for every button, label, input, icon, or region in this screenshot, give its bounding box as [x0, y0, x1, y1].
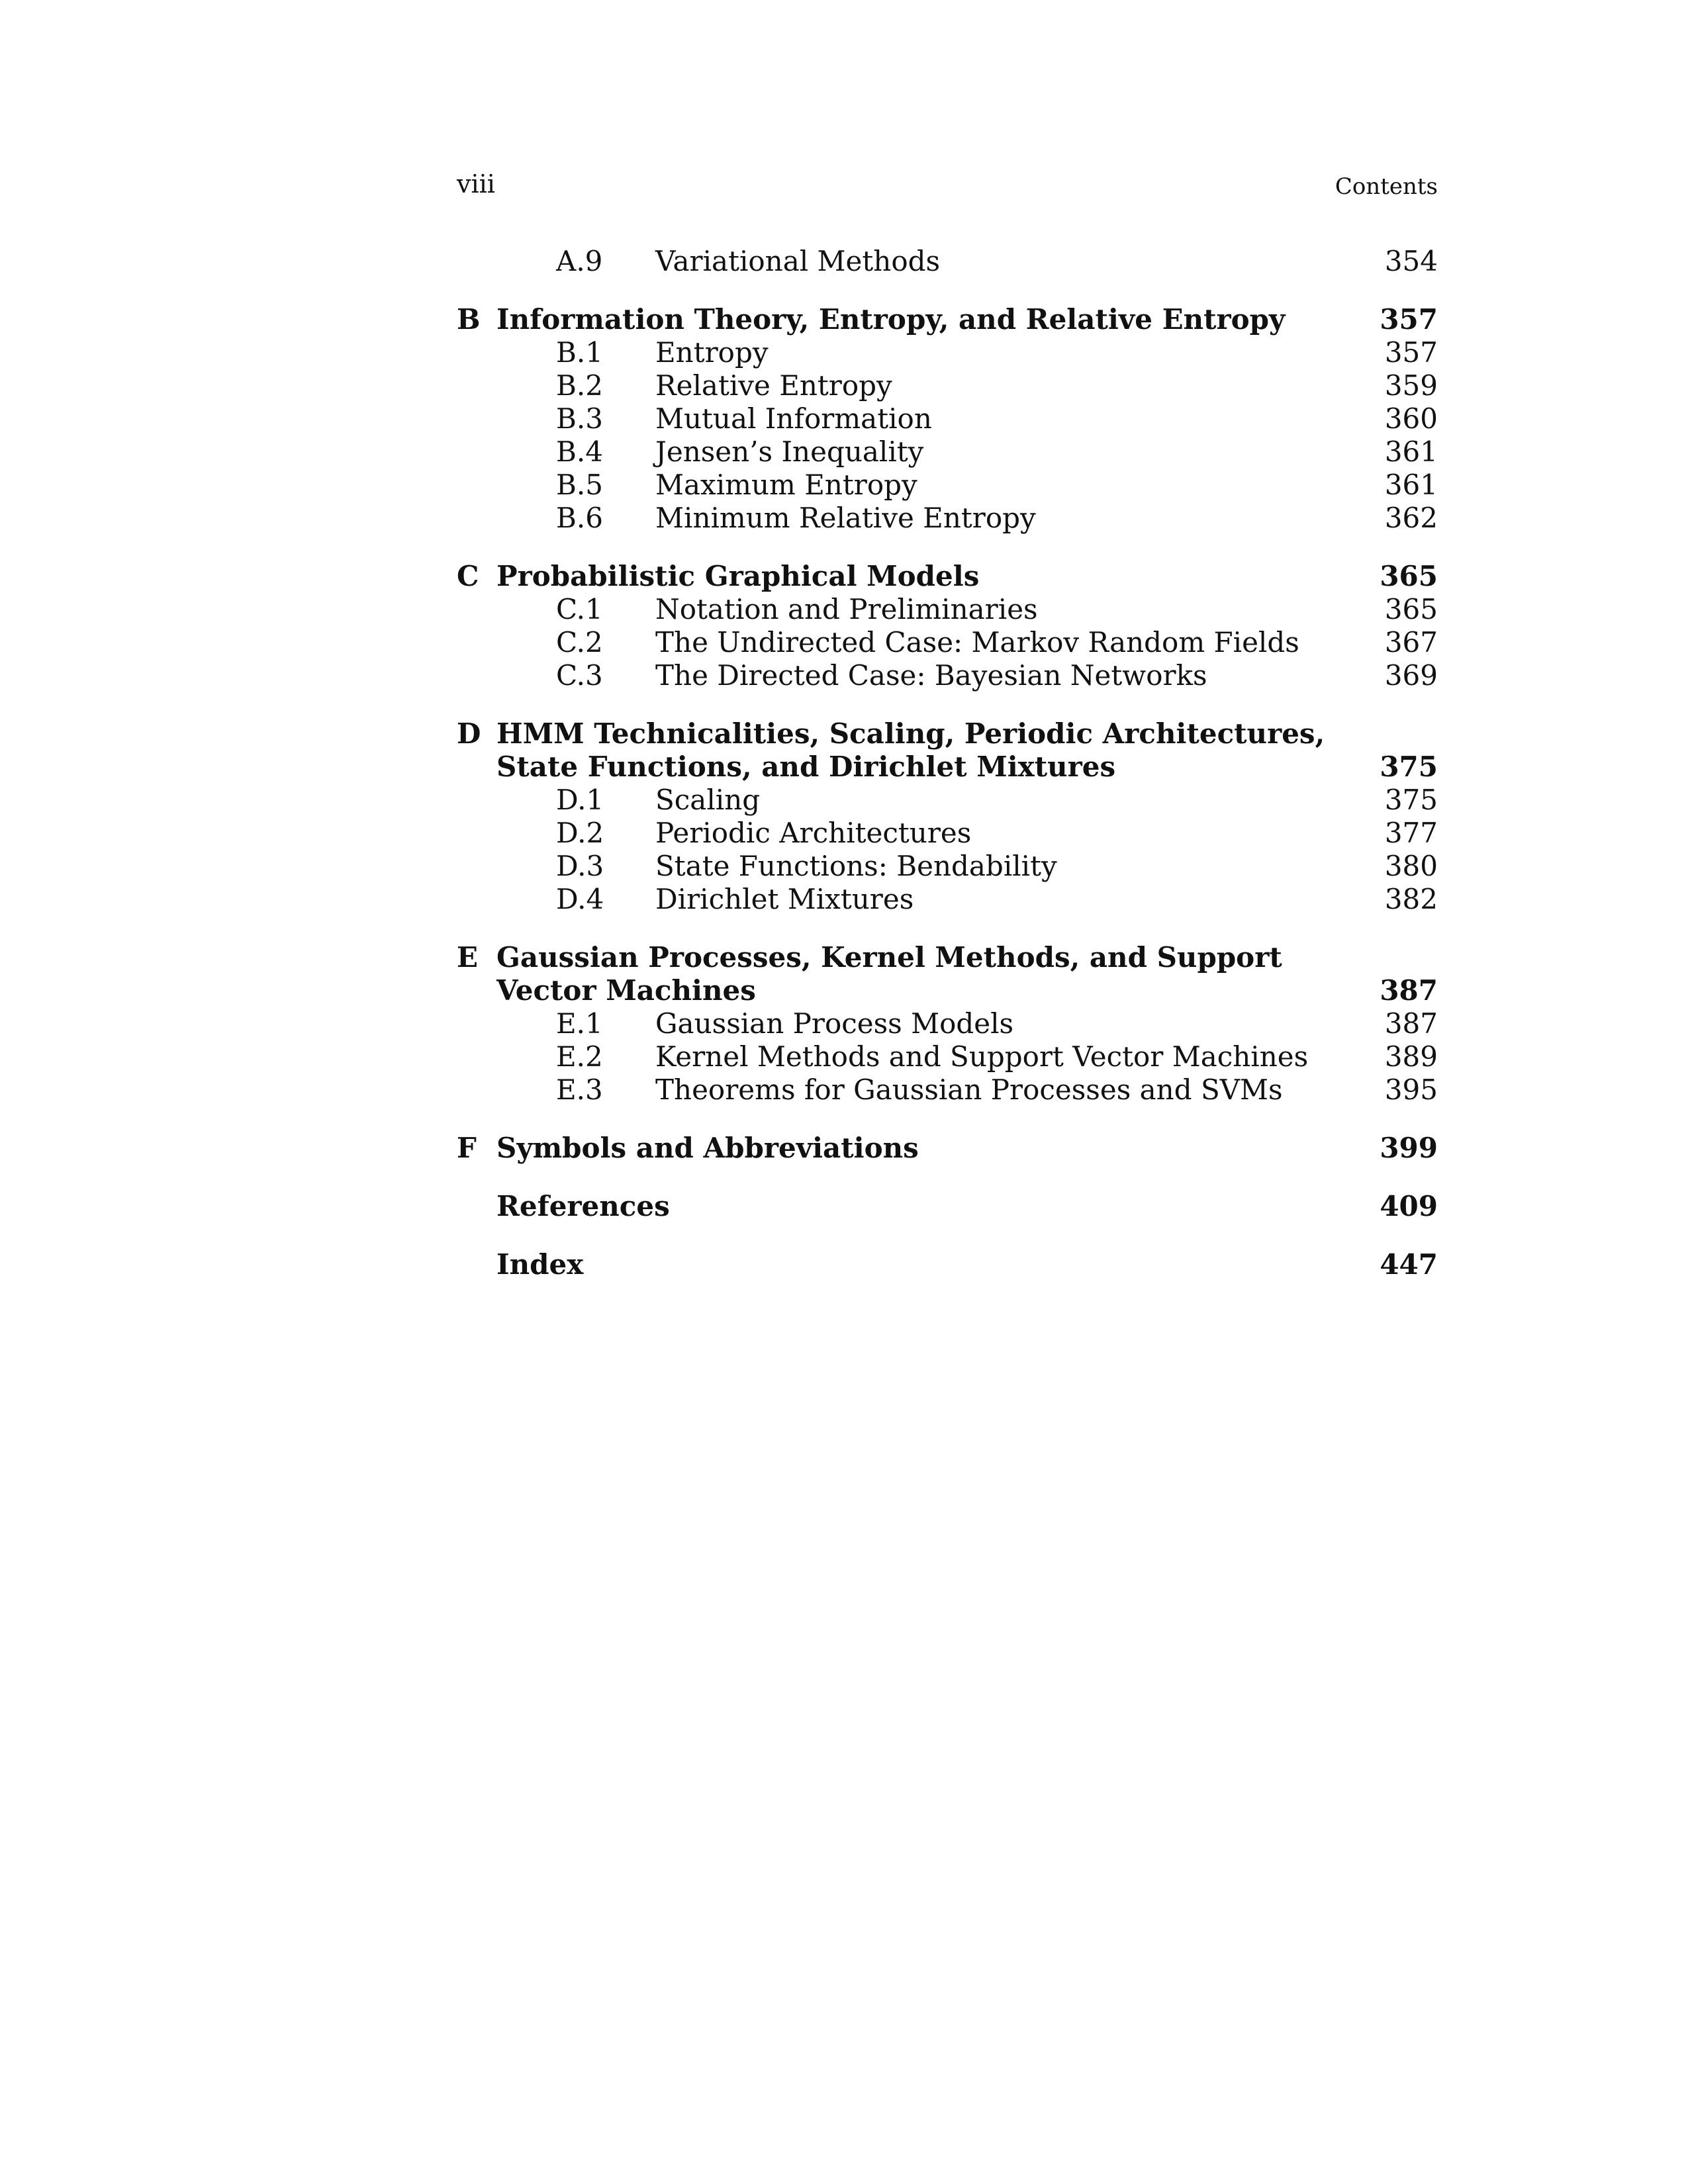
section-page: 387 [1384, 1007, 1438, 1040]
section-number: D.3 [556, 850, 604, 882]
toc-section-entry [457, 369, 1438, 402]
section-number: D.4 [556, 883, 604, 915]
toc-chapter [457, 1248, 1438, 1281]
section-number: B.1 [556, 336, 603, 369]
section-title: Minimum Relative Entropy [655, 502, 1036, 534]
chapter-title: Probabilistic Graphical Models [496, 560, 980, 592]
section-page: 375 [1384, 784, 1438, 816]
toc-chapter [457, 717, 1438, 916]
chapter-heading-line [457, 717, 1438, 751]
chapter-page: 357 [1380, 303, 1438, 336]
section-page: 357 [1384, 336, 1438, 369]
section-number: C.3 [556, 659, 603, 692]
section-page: 359 [1384, 369, 1438, 402]
chapter-heading-line [457, 941, 1438, 974]
chapter-heading-line [457, 751, 1438, 784]
toc-section-entry [457, 593, 1438, 626]
section-page: 361 [1384, 435, 1438, 468]
toc-section-entry [457, 817, 1438, 850]
toc-section-entry [457, 883, 1438, 916]
section-page: 367 [1384, 626, 1438, 659]
toc-chapter [457, 1132, 1438, 1165]
page-number: viii [457, 169, 495, 199]
chapter-heading-line [457, 1248, 1438, 1281]
section-title: The Directed Case: Bayesian Networks [655, 659, 1207, 692]
section-page: 362 [1384, 502, 1438, 534]
toc-section-entry [457, 336, 1438, 369]
section-title: Periodic Architectures [655, 817, 972, 849]
toc-section-entry [457, 402, 1438, 435]
chapter-letter: F [457, 1132, 477, 1164]
chapter-page: 409 [1380, 1190, 1438, 1222]
section-title: Relative Entropy [655, 369, 892, 402]
running-title: Contents [1335, 173, 1438, 200]
toc-section-entry [457, 659, 1438, 692]
chapter-letter: C [457, 560, 479, 592]
section-title: Variational Methods [655, 245, 941, 277]
chapter-title: Index [496, 1248, 584, 1281]
section-number: B.5 [556, 469, 603, 501]
toc-chapter [457, 560, 1438, 692]
chapter-letter: B [457, 303, 481, 336]
toc-section-entry [457, 502, 1438, 535]
section-title: Scaling [655, 784, 761, 816]
chapter-heading-line [457, 974, 1438, 1007]
section-title: Jensen’s Inequality [655, 435, 924, 468]
toc-chapter [457, 303, 1438, 535]
chapter-page: 447 [1380, 1248, 1438, 1281]
section-number: B.4 [556, 435, 603, 468]
toc-chapter [457, 1190, 1438, 1223]
section-number: E.2 [556, 1040, 603, 1073]
chapter-title: Gaussian Processes, Kernel Methods, and Support [496, 941, 1282, 974]
section-number: B.2 [556, 369, 603, 402]
chapter-page: 375 [1380, 751, 1438, 783]
section-page: 382 [1384, 883, 1438, 915]
section-page: 389 [1384, 1040, 1438, 1073]
chapter-title: References [496, 1190, 670, 1222]
toc-section-entry [457, 469, 1438, 502]
section-title: Dirichlet Mixtures [655, 883, 914, 915]
chapter-title: State Functions, and Dirichlet Mixtures [496, 751, 1116, 783]
section-number: D.1 [556, 784, 604, 816]
toc-section-entry [457, 1073, 1438, 1107]
toc-section-entry [457, 784, 1438, 817]
section-page: 360 [1384, 402, 1438, 435]
section-number: D.2 [556, 817, 604, 849]
section-page: 395 [1384, 1073, 1438, 1106]
chapter-heading-line [457, 303, 1438, 336]
section-page: 369 [1384, 659, 1438, 692]
section-number: A.9 [556, 245, 603, 277]
table-of-contents [457, 245, 1438, 1281]
section-number: B.3 [556, 402, 603, 435]
chapter-page: 387 [1380, 974, 1438, 1007]
toc-chapter [457, 941, 1438, 1107]
toc-section-entry [457, 1007, 1438, 1040]
toc-section-entry [457, 1040, 1438, 1073]
section-title: Gaussian Process Models [655, 1007, 1014, 1040]
section-page: 377 [1384, 817, 1438, 849]
chapter-letter: D [457, 717, 481, 750]
section-title: Notation and Preliminaries [655, 593, 1038, 625]
section-title: State Functions: Bendability [655, 850, 1057, 882]
chapter-title: Information Theory, Entropy, and Relative Entropy [496, 303, 1286, 336]
section-number: C.2 [556, 626, 603, 659]
chapter-page: 399 [1380, 1132, 1438, 1164]
section-title: Maximum Entropy [655, 469, 917, 501]
section-number: C.1 [556, 593, 603, 625]
section-page: 380 [1384, 850, 1438, 882]
chapter-title: HMM Technicalities, Scaling, Periodic Architectures, [496, 717, 1325, 750]
section-title: Mutual Information [655, 402, 932, 435]
chapter-heading-line [457, 1132, 1438, 1165]
toc-section-entry [457, 850, 1438, 883]
section-title: Entropy [655, 336, 769, 369]
toc-section-entry [457, 435, 1438, 469]
section-page: 354 [1384, 245, 1438, 277]
chapter-heading-line [457, 560, 1438, 593]
section-page: 361 [1384, 469, 1438, 501]
section-number: B.6 [556, 502, 603, 534]
section-title: Kernel Methods and Support Vector Machines [655, 1040, 1309, 1073]
chapter-title: Symbols and Abbreviations [496, 1132, 919, 1164]
toc-section-entry [457, 626, 1438, 659]
section-number: E.3 [556, 1073, 603, 1106]
section-title: The Undirected Case: Markov Random Fields [655, 626, 1299, 659]
section-title: Theorems for Gaussian Processes and SVMs [655, 1073, 1283, 1106]
chapter-page: 365 [1380, 560, 1438, 592]
chapter-heading-line [457, 1190, 1438, 1223]
chapter-title: Vector Machines [496, 974, 756, 1007]
section-number: E.1 [556, 1007, 603, 1040]
toc-section-entry [457, 245, 1438, 278]
section-page: 365 [1384, 593, 1438, 625]
chapter-letter: E [457, 941, 479, 974]
